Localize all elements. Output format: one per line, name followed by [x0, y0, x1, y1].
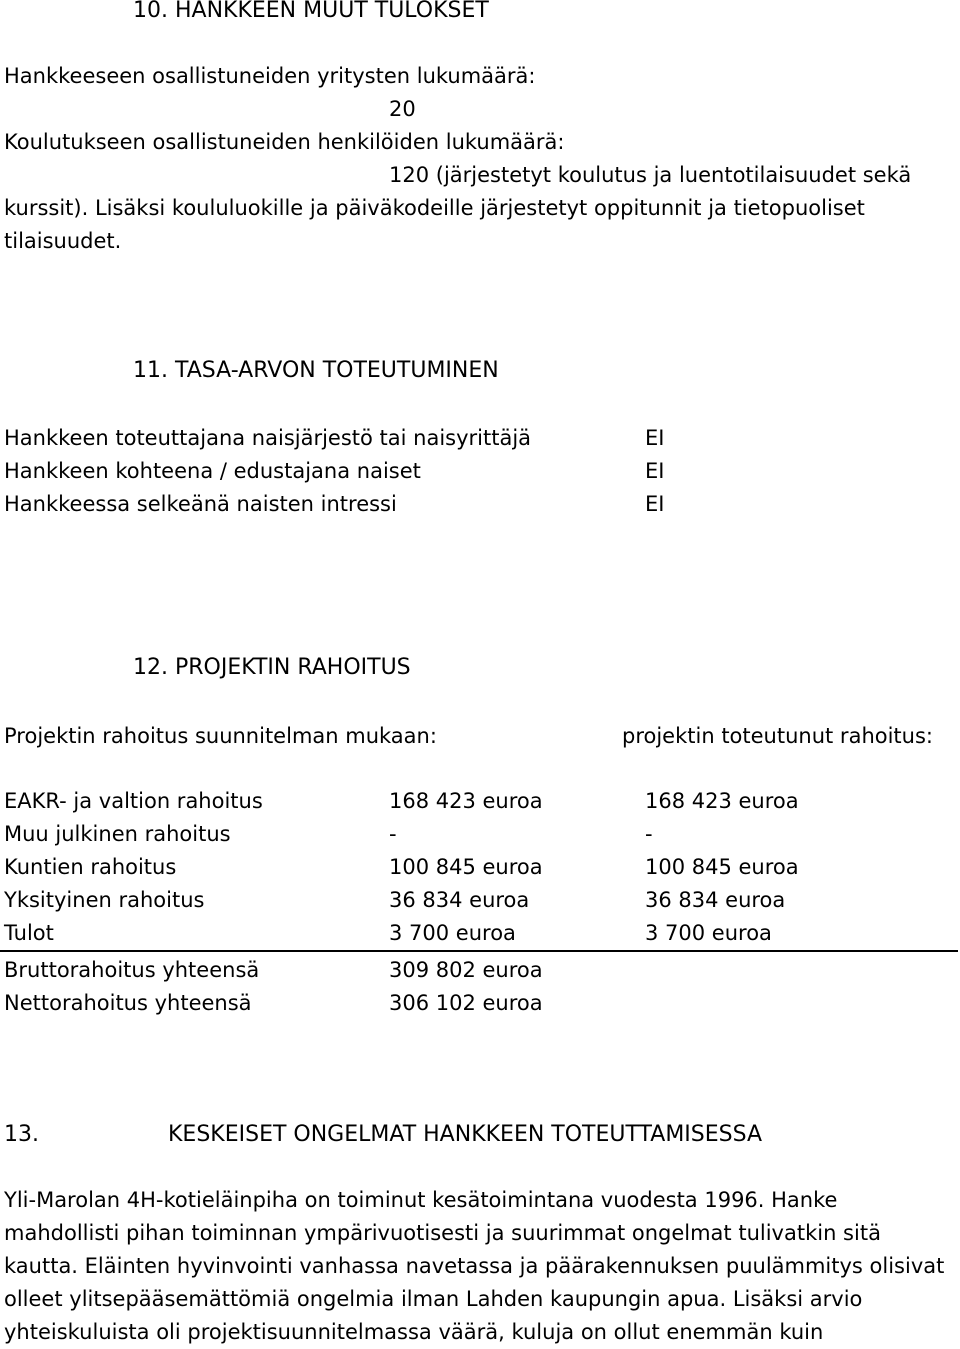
- funding-row-actual: 3 700 euroa: [645, 921, 772, 945]
- funding-row-label: Tulot: [4, 921, 54, 945]
- equality-row-value: EI: [645, 492, 665, 516]
- equality-row-value: EI: [645, 459, 665, 483]
- participants-value: 120 (järjestetyt koulutus ja luentotilaisuudet sekä: [389, 163, 912, 187]
- section-13-number: 13.: [4, 1122, 39, 1147]
- equality-row-label: Hankkeessa selkeänä naisten intressi: [4, 492, 397, 516]
- participants-label: Koulutukseen osallistuneiden henkilöiden lukumäärä:: [4, 130, 565, 154]
- participants-text-line-2: kurssit). Lisäksi koululuokille ja päiväkodeille järjestetyt oppitunnit ja tietopuoliset: [4, 196, 865, 220]
- funding-row-planned: 3 700 euroa: [389, 921, 516, 945]
- equality-row-value: EI: [645, 426, 665, 450]
- participants-text-line-3: tilaisuudet.: [4, 229, 122, 253]
- section-12-heading: 12. PROJEKTIN RAHOITUS: [133, 655, 411, 680]
- funding-total-planned: 306 102 euroa: [389, 991, 543, 1015]
- section-13-heading: KESKEISET ONGELMAT HANKKEEN TOTEUTTAMISESSA: [168, 1122, 763, 1147]
- actual-funding-header: projektin toteutunut rahoitus:: [622, 724, 933, 748]
- companies-value: 20: [389, 97, 416, 121]
- equality-row-label: Hankkeen toteuttajana naisjärjestö tai naisyrittäjä: [4, 426, 532, 450]
- funding-total-label: Nettorahoitus yhteensä: [4, 991, 252, 1015]
- funding-row-actual: -: [645, 822, 653, 846]
- funding-row-label: Kuntien rahoitus: [4, 855, 177, 879]
- funding-row-label: Muu julkinen rahoitus: [4, 822, 231, 846]
- companies-label: Hankkeeseen osallistuneiden yritysten lukumäärä:: [4, 64, 536, 88]
- funding-row-planned: 100 845 euroa: [389, 855, 543, 879]
- problems-text-line: olleet ylitsepääsemättömiä ongelmia ilman Lahden kaupungin apua. Lisäksi arvio: [4, 1287, 863, 1311]
- funding-row-actual: 36 834 euroa: [645, 888, 786, 912]
- funding-row-planned: -: [389, 822, 397, 846]
- section-11-heading: 11. TASA-ARVON TOTEUTUMINEN: [133, 358, 499, 383]
- funding-total-label: Bruttorahoitus yhteensä: [4, 958, 260, 982]
- funding-row-actual: 168 423 euroa: [645, 789, 799, 813]
- problems-text-line: yhteiskuluista oli projektisuunnitelmassa väärä, kuluja on ollut enemmän kuin: [4, 1320, 824, 1344]
- totals-divider: [0, 950, 958, 952]
- section-10-heading: 10. HANKKEEN MUUT TULOKSET: [133, 0, 489, 23]
- funding-row-planned: 36 834 euroa: [389, 888, 530, 912]
- planned-funding-header: Projektin rahoitus suunnitelman mukaan:: [4, 724, 437, 748]
- funding-total-planned: 309 802 euroa: [389, 958, 543, 982]
- problems-text-line: mahdollisti pihan toiminnan ympärivuotisesti ja suurimmat ongelmat tulivatkin sitä: [4, 1221, 881, 1245]
- funding-row-label: Yksityinen rahoitus: [4, 888, 205, 912]
- funding-row-planned: 168 423 euroa: [389, 789, 543, 813]
- problems-text-line: Yli-Marolan 4H-kotieläinpiha on toiminut kesätoimintana vuodesta 1996. Hanke: [4, 1188, 838, 1212]
- funding-row-actual: 100 845 euroa: [645, 855, 799, 879]
- problems-text-line: kautta. Eläinten hyvinvointi vanhassa navetassa ja päärakennuksen puulämmitys olisivat: [4, 1254, 945, 1278]
- funding-row-label: EAKR- ja valtion rahoitus: [4, 789, 263, 813]
- equality-row-label: Hankkeen kohteena / edustajana naiset: [4, 459, 421, 483]
